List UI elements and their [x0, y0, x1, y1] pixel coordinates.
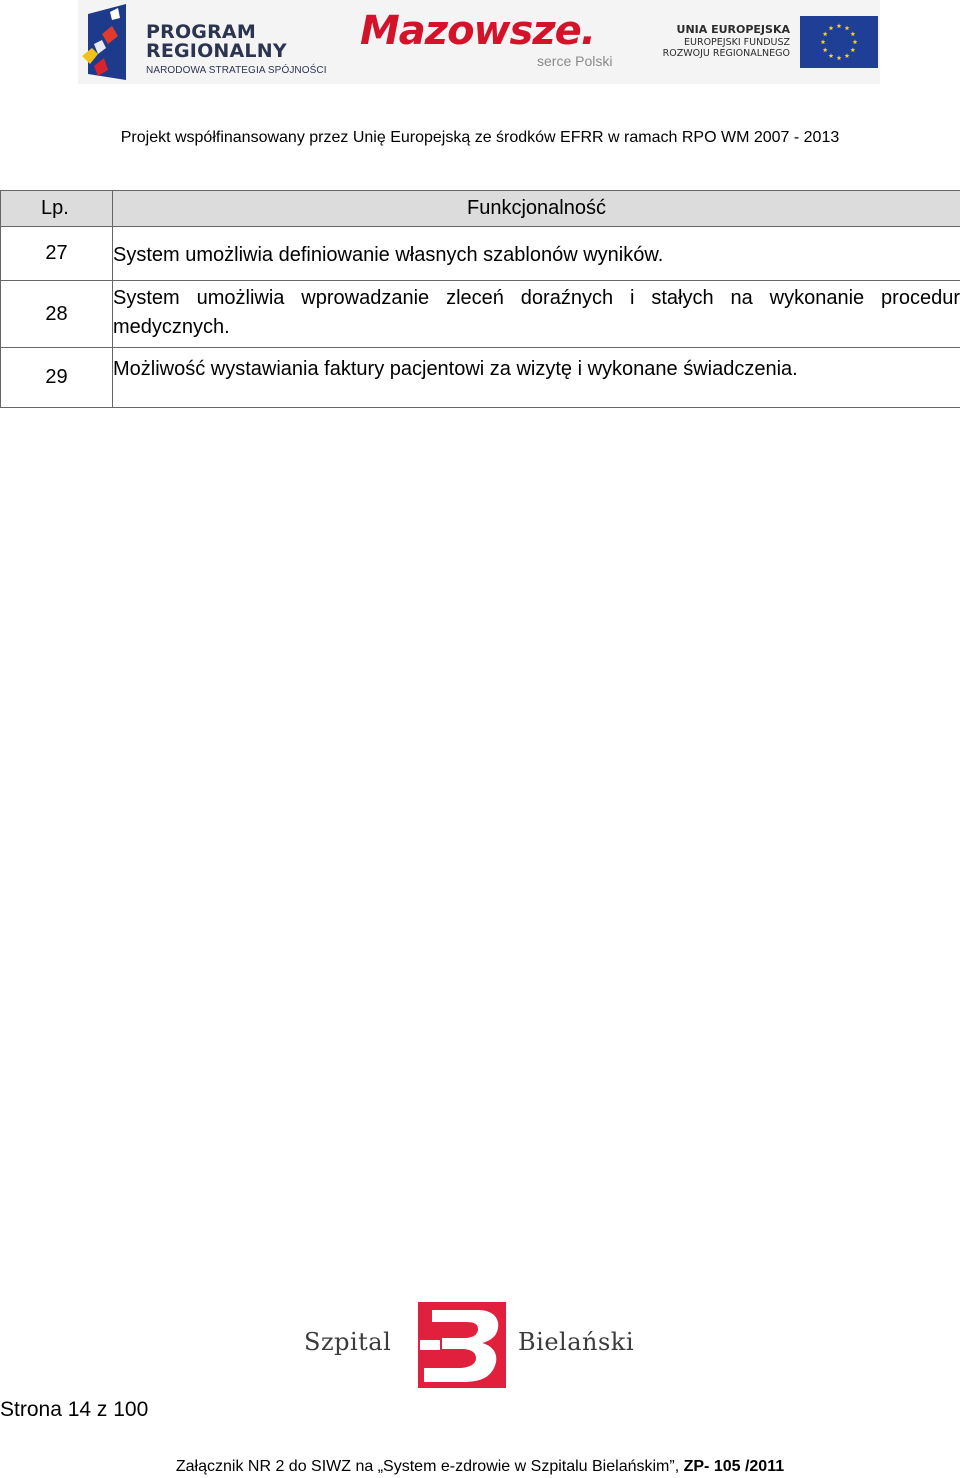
program-logo-line2: REGIONALNY	[146, 40, 287, 62]
row-functionality: System umożliwia definiowanie własnych szablonów wyników.	[113, 227, 960, 281]
hospital-logo-left-word: Szpital	[304, 1328, 392, 1356]
ue-logo-line3: ROZWOJU REGIONALNEGO	[662, 48, 790, 59]
eu-star-icon	[850, 31, 855, 36]
row-lp: 27	[1, 227, 113, 281]
table-row	[1, 281, 960, 348]
page-number: Strona 14 z 100	[0, 1398, 149, 1421]
eu-flag-icon	[800, 16, 878, 68]
unia-europejska-logo	[656, 16, 878, 70]
table-header-row	[1, 191, 960, 227]
table-row	[1, 227, 960, 281]
eu-star-icon	[850, 47, 855, 52]
program-regionalny-logo	[80, 4, 330, 82]
hospital-b-mark-icon	[418, 1302, 506, 1388]
table-row	[1, 348, 960, 408]
row-lp: 29	[1, 348, 113, 408]
mazowsze-logo	[360, 8, 622, 74]
eu-star-icon	[821, 39, 826, 44]
eu-star-icon	[823, 31, 828, 36]
eu-stars-icon	[800, 16, 878, 68]
eu-star-icon	[837, 55, 842, 60]
szpital-bielanski-logo	[304, 1300, 656, 1392]
hospital-logo-right-word: Bielański	[518, 1328, 634, 1356]
row-functionality: System umożliwia wprowadzanie zleceń doraźnych i stałych na wykonanie procedur medycznych.	[113, 281, 960, 348]
functionality-table	[0, 190, 960, 408]
column-header-lp: Lp.	[1, 191, 113, 227]
eu-star-icon	[837, 23, 842, 28]
ue-logo-line2: EUROPEJSKI FUNDUSZ	[684, 37, 790, 48]
eu-star-icon	[829, 26, 834, 31]
ue-logo-line1: UNIA EUROPEJSKA	[676, 23, 790, 36]
eu-star-icon	[829, 53, 834, 58]
row-lp: 28	[1, 281, 113, 348]
footer-note-main: Załącznik NR 2 do SIWZ na „System e-zdrowie w Szpitalu Bielańskim”,	[175, 1458, 684, 1475]
eu-star-icon	[853, 39, 858, 44]
mazowsze-logo-word: Mazowsze.	[360, 8, 595, 54]
row-functionality: Możliwość wystawiania faktury pacjentowi za wizytę i wykonane świadczenia.	[113, 348, 960, 408]
footer-note	[0, 1458, 960, 1476]
column-header-functionality: Funkcjonalność	[113, 191, 960, 227]
footer-note-reference: ZP- 105 /2011	[683, 1458, 785, 1475]
program-star-icon	[80, 4, 140, 82]
eu-star-icon	[823, 47, 828, 52]
eu-star-icon	[845, 26, 850, 31]
cofinancing-note: Projekt współfinansowany przez Unię Europejską ze środków EFRR w ramach RPO WM 2007 - 2013	[120, 129, 840, 146]
eu-star-icon	[845, 53, 850, 58]
mazowsze-logo-tagline: serce Polski	[537, 53, 613, 69]
program-logo-line1: PROGRAM	[146, 21, 256, 43]
program-logo-line3: NARODOWA STRATEGIA SPÓJNOŚCI	[146, 65, 327, 76]
